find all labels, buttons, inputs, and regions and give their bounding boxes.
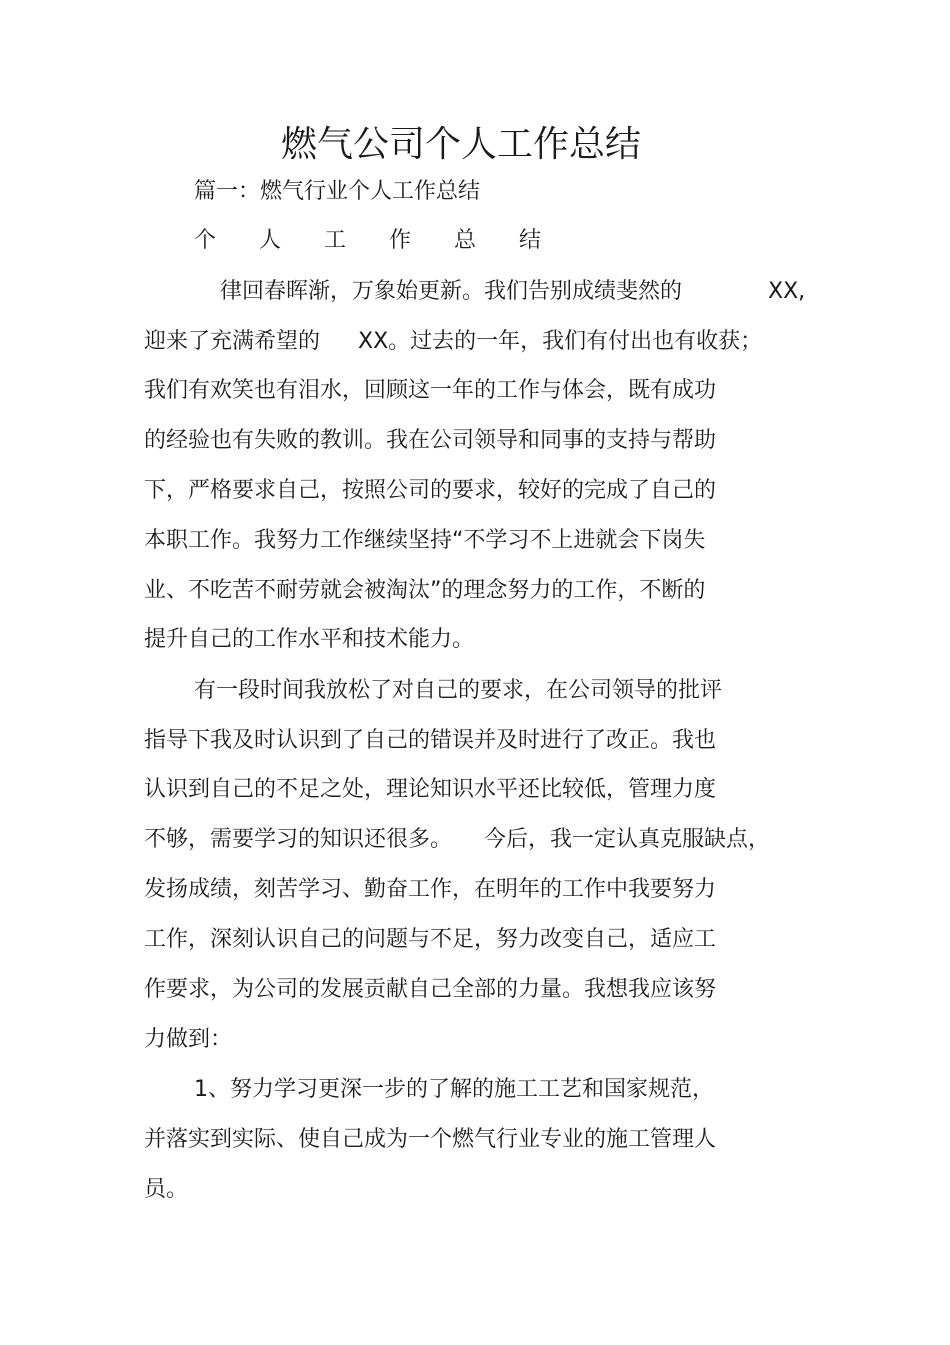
paragraph-line: 不够，需要学习的知识还很多。: [144, 827, 453, 852]
paragraph-line: 1、努力学习更深一步的了解的施工工艺和国家规范，: [194, 1077, 714, 1102]
paragraph-line: 我们有欢笑也有泪水，回顾这一年的工作与体会，既有成功: [144, 378, 717, 403]
paragraph-line: 发扬成绩，刻苦学习、勤奋工作，在明年的工作中我要努力: [144, 877, 717, 902]
paragraph-line: 律回春晖渐，万象始更新。我们告别成绩斐然的: [220, 279, 683, 304]
paragraph-line: 迎来了充满希望的: [144, 329, 321, 354]
document-title: 燃气公司个人工作总结: [280, 124, 641, 165]
paragraph-line: 力做到：: [144, 1027, 233, 1052]
paragraph-line: 有一段时间我放松了对自己的要求，在公司领导的批评: [194, 678, 723, 703]
paragraph-line: 并落实到实际、使自己成为一个燃气行业专业的施工管理人: [144, 1127, 717, 1152]
paragraph-line: 工作，深刻认识自己的问题与不足，努力改变自己，适应工: [144, 927, 717, 952]
paragraph-line: 提升自己的工作水平和技术能力。: [144, 627, 475, 652]
paragraph-line: 认识到自己的不足之处，理论知识水平还比较低，管理力度: [144, 777, 717, 802]
paragraph-line: XX,: [768, 279, 806, 304]
paragraph-line: XX。过去的一年，我们有付出也有收获；: [358, 329, 763, 354]
document-subtitle: 篇一：燃气行业个人工作总结: [194, 179, 481, 204]
paragraph-line: 指导下我及时认识到了自己的错误并及时进行了改正。我也: [144, 728, 717, 753]
paragraph-line: 下，严格要求自己，按照公司的要求，较好的完成了自己的: [144, 478, 717, 503]
paragraph-line: 业、不吃苦不耐劳就会被淘汰”的理念努力的工作，不断的: [144, 578, 706, 603]
paragraph-line: 今后，我一定认真克服缺点，: [484, 827, 771, 852]
paragraph-line: 本职工作。我努力工作继续坚持“不学习不上进就会下岗失: [144, 528, 706, 553]
paragraph-line: 的经验也有失败的教训。我在公司领导和同事的支持与帮助: [144, 428, 717, 453]
paragraph-line: 员。: [144, 1177, 189, 1202]
section-heading: 个 人 工 作 总 结: [194, 228, 559, 253]
paragraph-line: 作要求，为公司的发展贡献自己全部的力量。我想我应该努: [144, 977, 717, 1002]
